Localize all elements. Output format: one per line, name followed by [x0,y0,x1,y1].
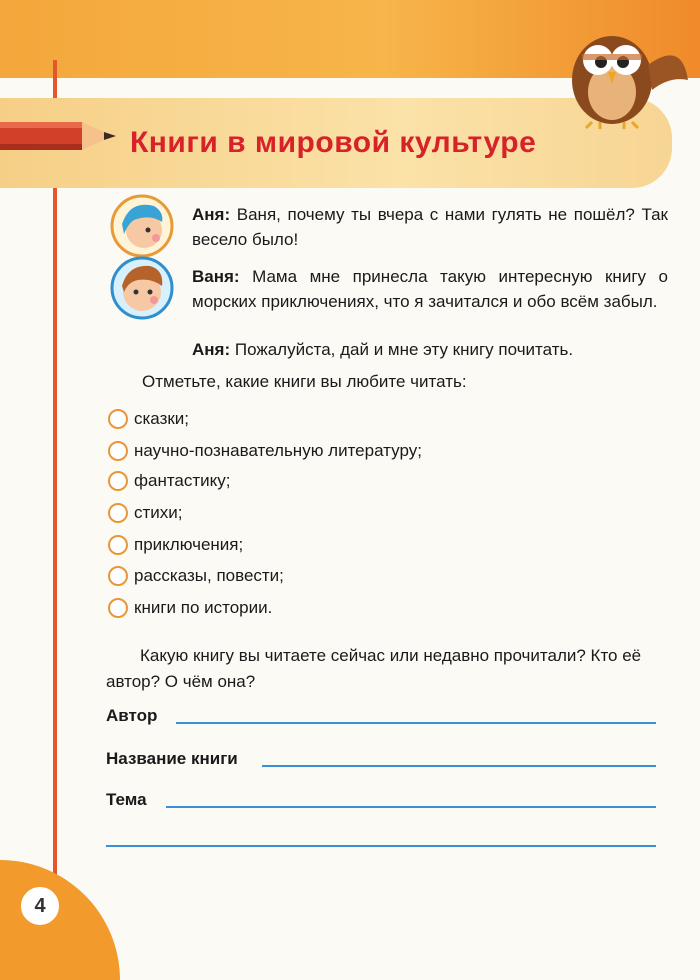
owl-mascot-icon [552,10,692,130]
speaker-name: Ваня: [192,267,240,286]
dialogue-text: Пожалуйста, дай и мне эту книгу почитать. [234,340,574,359]
dialogue-line-1 [192,202,668,252]
checkbox-circle[interactable] [108,566,128,586]
dialogue-line-2 [192,264,668,314]
checkbox-circle[interactable] [108,441,128,461]
option-item[interactable] [108,500,183,526]
option-label: сказки; [134,409,190,428]
book-title-label: Название книги [106,749,238,768]
page-corner-decor [0,860,120,980]
option-item[interactable] [108,563,284,589]
option-item[interactable] [108,468,231,494]
option-label: рассказы, повести; [134,566,284,585]
speaker-name: Аня: [192,340,231,359]
author-label: Автор [106,706,158,725]
girl-avatar-icon [110,194,174,258]
checkbox-circle[interactable] [108,409,128,429]
dialogue-text: Мама мне принесла такую интересную книгу о морских приключениях, что я зачитался и обо всём забыл. [192,267,668,311]
option-item[interactable] [108,438,422,464]
margin-line [53,60,57,941]
topic-answer-line[interactable] [166,806,656,808]
task-prompt: Отметьте, какие книги вы любите читать: [142,372,467,391]
option-item[interactable] [108,406,189,432]
option-label: книги по истории. [134,598,273,617]
dialogue-text: Ваня, почему ты вчера с нами гулять не пошёл? Так весело было! [192,205,668,249]
author-answer-line[interactable] [176,722,656,724]
page-title: Книги в мировой культуре [130,126,537,159]
book-title-answer-line[interactable] [262,765,656,767]
question-text: Какую книгу вы читаете сейчас или недавно прочитали? Кто её автор? О чём она? [106,646,642,691]
dialogue-line-3 [192,337,668,362]
option-label: приключения; [134,535,244,554]
option-item[interactable] [108,532,243,558]
checkbox-circle[interactable] [108,503,128,523]
option-label: фантастику; [134,471,231,490]
topic-label: Тема [106,790,147,809]
option-item[interactable] [108,595,272,621]
option-label: научно-познавательную литературу; [134,441,422,460]
topic-answer-line-2[interactable] [106,845,656,847]
page-number: 4 [18,884,62,928]
option-label: стихи; [134,503,183,522]
pencil-icon [0,116,118,156]
boy-avatar-icon [110,256,174,320]
checkbox-circle[interactable] [108,471,128,491]
speaker-name: Аня: [192,205,231,224]
checkbox-circle[interactable] [108,535,128,555]
checkbox-circle[interactable] [108,598,128,618]
